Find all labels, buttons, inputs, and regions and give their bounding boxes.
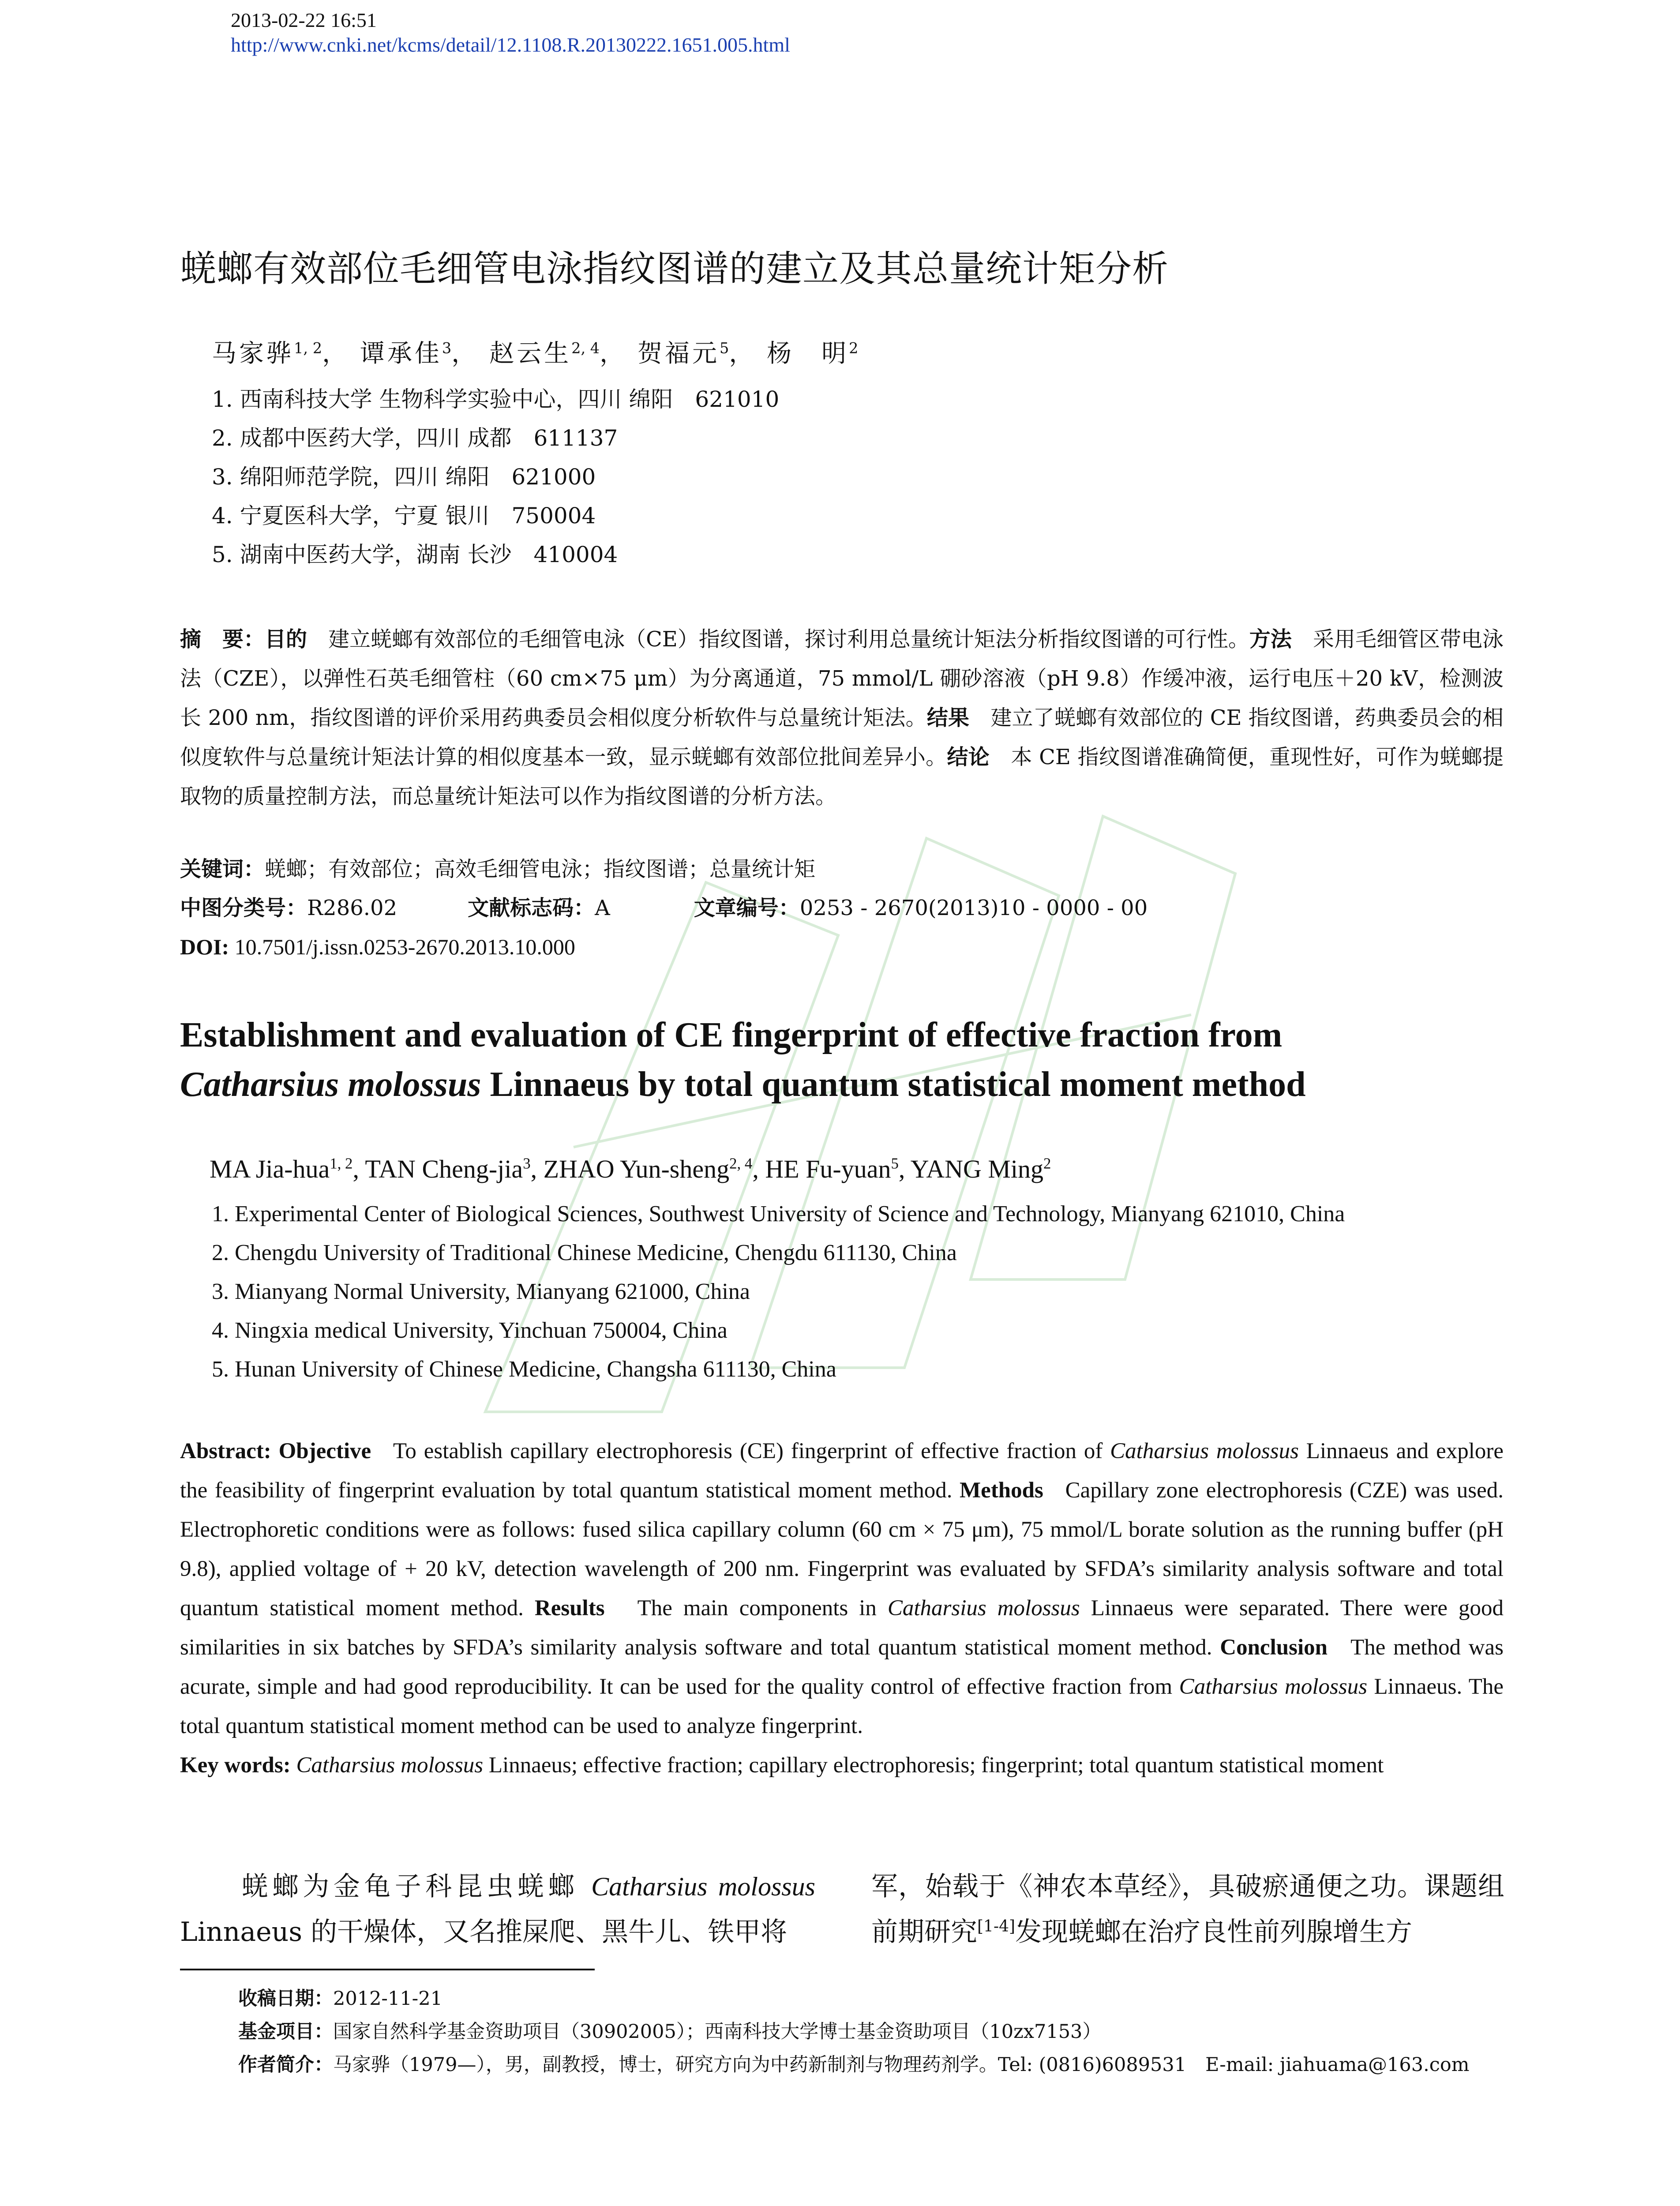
en-abstract [180,1432,1504,1785]
doccode-label: 文献标志码： [468,896,595,920]
cn-conclusion-text: 本 CE 指纹图谱准确简便，重现性好，可作为蜣螂提取物的质量控制方法，而总量统计矩法可以作为指纹图谱的分析方法。 [180,745,1504,809]
en-species: Catharsius molossus [1179,1674,1368,1699]
doi-label: DOI: [180,934,229,959]
cn-methods-text: 采用毛细管区带电泳法（CZE），以弹性石英毛细管柱（60 cm×75 μm）为分离通道，75 mmol/L 硼砂溶液（pH 9.8）作缓冲液，运行电压＋20 kV，检测波长 200 nm，指纹图谱的评价采用药典委员会相似度分析软件与总量统计矩法。 [180,627,1504,730]
cn-author: 杨 明 [767,339,849,368]
cn-author-sup: 1, 2 [294,339,322,357]
cn-author: 贺福元 [637,339,720,368]
en-author-sup: 2, 4 [729,1155,753,1172]
article-no-label: 文章编号： [694,896,800,920]
doi-row [180,931,575,962]
cn-keywords-text: 蜣螂；有效部位；高效毛细管电泳；指纹图谱；总量统计矩 [265,857,816,882]
author-bio-value: 马家骅（1979—），男，副教授，博士，研究方向为中药新制剂与物理药剂学。Tel: (0816)6089531 E-mail: jiahuama@163.com [333,2054,1470,2076]
cn-clc-row [180,893,1148,923]
body-column-right [871,1864,1504,1955]
doi-value: 10.7501/j.issn.0253-2670.2013.10.000 [234,934,575,959]
en-affiliation: 3. Mianyang Normal University, Mianyang 621000, China [212,1279,750,1304]
fund-value: 国家自然科学基金资助项目（30902005）；西南科技大学博士基金资助项目（10zx7153） [333,2021,1102,2043]
body-column-left [180,1864,815,1955]
en-species: Catharsius molossus [296,1753,484,1778]
body-text: 军，始载于《神农本草经》，具破瘀通便之功。课题组前期研究 [871,1871,1504,1947]
cn-author: 赵云生 [489,339,572,368]
en-affiliation: 1. Experimental Center of Biological Sciences, Southwest University of Science and Technology, Mianyang 621010, China [212,1201,1345,1227]
cn-affiliation: 3. 绵阳师范学院，四川 绵阳 621000 [212,464,596,490]
en-author: TAN Cheng-jia [365,1155,523,1183]
clc-value: R286.02 [307,896,398,920]
en-title-species: Catharsius molossus [180,1065,481,1104]
en-title [180,1010,1306,1109]
en-title-line1: Establishment and evaluation of CE fingerprint of effective fraction from [180,1016,1282,1054]
en-author: ZHAO Yun-sheng [543,1155,730,1183]
fund-label: 基金项目： [238,2021,333,2043]
en-affiliation: 4. Ningxia medical University, Yinchuan 750004, China [212,1318,728,1343]
cn-author: 马家骅 [212,339,294,368]
article-no-value: 0253 - 2670(2013)10 - 0000 - 00 [799,896,1148,920]
cn-author: 谭承佳 [360,339,442,368]
header-url-link[interactable]: http://www.cnki.net/kcms/detail/12.1108.R.20130222.1651.005.html [231,34,790,56]
en-abstract-label: Abstract: Objective [180,1439,371,1463]
en-authors: MA Jia-hua$^{1, 2}$, TAN Cheng-jia$^3$, ZHAO Yun-sheng$^{2, 4}$, HE Fu-yuan$^5$, YANG Ming$^2$ [210,1155,1051,1183]
cn-author-sup: 2 [849,339,859,357]
cn-conclusion-label: 结论 [947,745,990,769]
header-date: 2013-02-22 16:51 [231,9,377,31]
cn-title: 蜣螂有效部位毛细管电泳指纹图谱的建立及其总量统计矩分析 [180,248,1169,290]
en-conclusion-a: The method was acurate, simple and had good reproducibility. It can be used for the quality control of effective fraction from [180,1635,1504,1699]
cn-keywords-label: 关键词： [180,857,265,882]
footnote-fund [238,2018,1101,2045]
en-species: Catharsius molossus [887,1596,1080,1621]
cn-keywords [180,854,815,885]
cn-abstract [180,620,1504,816]
body-ref: [1-4] [977,1917,1016,1936]
en-author: HE Fu-yuan [765,1155,891,1183]
en-author-sup: 1, 2 [330,1155,353,1172]
cn-abstract-label: 摘 要： [180,627,265,652]
en-affiliation: 2. Chengdu University of Traditional Chinese Medicine, Chengdu 611130, China [212,1240,957,1265]
received-label: 收稿日期： [238,1988,333,2010]
en-methods-label: Methods [960,1478,1043,1503]
cn-affiliation: 5. 湖南中医药大学，湖南 长沙 410004 [212,542,618,567]
cn-affiliation: 4. 宁夏医科大学，宁夏 银川 750004 [212,503,596,529]
cn-author-sup: 2, 4 [571,339,600,357]
en-conclusion-b: Linnaeus. The total quantum statistical moment method can be used to analyze fingerprint. [180,1674,1504,1738]
cn-affiliation: 2. 成都中医药大学，四川 成都 611137 [212,425,618,451]
clc-label: 中图分类号： [180,896,308,920]
en-author-sup: 3 [523,1155,531,1172]
cn-methods-label: 方法 [1249,627,1292,652]
cn-results-label: 结果 [926,705,970,730]
en-author: YANG Ming [910,1155,1044,1183]
footnote-divider [180,1969,595,1970]
author-bio-label: 作者简介： [238,2054,333,2076]
en-species: Catharsius molossus [1110,1439,1299,1463]
en-author: MA Jia-hua [210,1155,330,1183]
cn-objective-label: 目的 [265,627,308,652]
en-conclusion-label: Conclusion [1220,1635,1328,1660]
en-keywords-text: Linnaeus; effective fraction; capillary electrophoresis; fingerprint; total quantum statistical moment [483,1753,1384,1778]
en-objective-b: Linnaeus and explore the feasibility of fingerprint evaluation by total quantum statistical moment method. [180,1439,1504,1503]
cn-objective-text: 建立蜣螂有效部位的毛细管电泳（CE）指纹图谱，探讨利用总量统计矩法分析指纹图谱的可行性。 [328,627,1249,652]
footnote-author [238,2052,1470,2078]
en-results-b: Linnaeus were separated. There were good similarities in six batches by SFDA’s similarity analysis software and total quantum statistical moment method. [180,1596,1504,1660]
en-title-line2: Linnaeus by total quantum statistical moment method [481,1065,1306,1104]
en-results-label: Results [534,1596,605,1621]
en-affiliation: 5. Hunan University of Chinese Medicine, Changsha 611130, China [212,1357,836,1382]
en-results-a: The main components in [637,1596,888,1621]
cn-author-sup: 5 [719,339,729,357]
body-text: 发现蜣螂在治疗良性前列腺增生方 [1015,1917,1413,1947]
cn-author-sup: 3 [442,339,452,357]
cn-affiliation: 1. 西南科技大学 生物科学实验中心，四川 绵阳 621010 [212,386,780,412]
en-keywords-label: Key words: [180,1753,291,1778]
en-author-sup: 2 [1043,1155,1051,1172]
en-author-sup: 5 [891,1155,899,1172]
body-species: Catharsius molossus [591,1872,815,1901]
received-value: 2012-11-21 [333,1988,442,2010]
en-methods-text: Capillary zone electrophoresis (CZE) was used. Electrophoretic conditions were as follows: fused silica capillary column (60 cm × 75 μm), 75 mmol/L borate solution as the running buffer (pH 9.8), applied voltage of + 20 kV, detection wavelength of 200 nm. Fingerprint was evaluated by SFDA’s similarity analysis software and total quantum statistical moment method. [180,1478,1504,1621]
doccode-value: A [595,896,610,920]
cn-authors: 马家骅$^{1, 2}$， 谭承佳$^3$， 赵云生$^{2, 4}$， 贺福元$^5$， 杨 明$^2$ [212,339,859,368]
en-objective-a: To establish capillary electrophoresis (CE) fingerprint of effective fraction of [393,1439,1110,1463]
cn-results-text: 建立了蜣螂有效部位的 CE 指纹图谱，药典委员会的相似度软件与总量统计矩法计算的相似度基本一致，显示蜣螂有效部位批间差异小。 [180,705,1504,769]
body-text: Linnaeus 的干燥体，又名推屎爬、黑牛儿、铁甲将 [180,1917,788,1947]
body-text: 蜣螂为金龟子科昆虫蜣螂 [237,1871,592,1902]
footnote-received [238,1985,442,2012]
